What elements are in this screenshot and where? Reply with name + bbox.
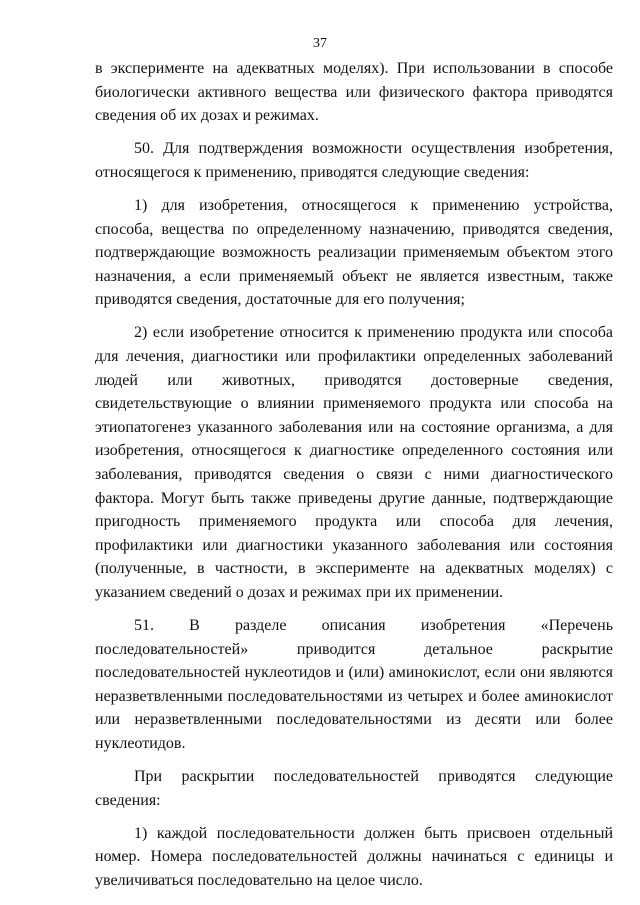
- document-body: [95, 57, 613, 902]
- paragraph-sequence-item-1: 1) каждой последовательности должен быть присвоен отдельный номер. Номера последовательностей должны начинаться с единицы и увеличиваться последовательно на целое число.: [95, 824, 613, 889]
- paragraph-clause-50-item-1: 1) для изобретения, относящегося к применению устройства, способа, вещества по определенному назначению, приводятся сведения, подтверждающие возможность реализации применяемым объектом этого назначения, а если применяемый объект не является известным, также приводятся сведения, достаточные для его получения;: [95, 196, 613, 309]
- paragraph-continuation: в эксперименте на адекватных моделях). При использовании в способе биологически активного вещества или физического фактора приводятся сведения об их дозах и режимах.: [95, 60, 613, 125]
- page-number: 37: [313, 36, 327, 51]
- paragraph-clause-51: 51. В разделе описания изобретения «Перечень последовательностей» приводится детальное раскрытие последовательностей нуклеотидов и (или) аминокислот, если они являются неразветвленными последовательностями из четырех и более аминокислот или неразветвленными последовательностями из десяти или более нуклеотидов.: [95, 617, 613, 753]
- paragraph-clause-50: 50. Для подтверждения возможности осуществления изобретения, относящегося к применению, приводятся следующие сведения:: [95, 140, 613, 181]
- paragraph-clause-50-item-2: 2) если изобретение относится к применению продукта или способа для лечения, диагностики или профилактики определенных заболеваний людей или животных, приводятся достоверные сведения, свидетельствующие о влиянии применяемого продукта или способа на этиопатогенез указанного заболевания или на состояние организма, а для изобретения, относящегося к диагностике определенного состояния или заболевания, приводятся сведения о связи с ними диагностического фактора. Могут быть также приведены другие данные, подтверждающие пригодность применяемого продукта или способа для лечения, профилактики или диагностики указанного заболевания или состояния (полученные, в частности, в эксперименте на адекватных моделях) с указанием сведений о дозах и режимах при их применении.: [95, 324, 613, 601]
- paragraph-sequence-intro: При раскрытии последовательностей приводятся следующие сведения:: [95, 768, 613, 809]
